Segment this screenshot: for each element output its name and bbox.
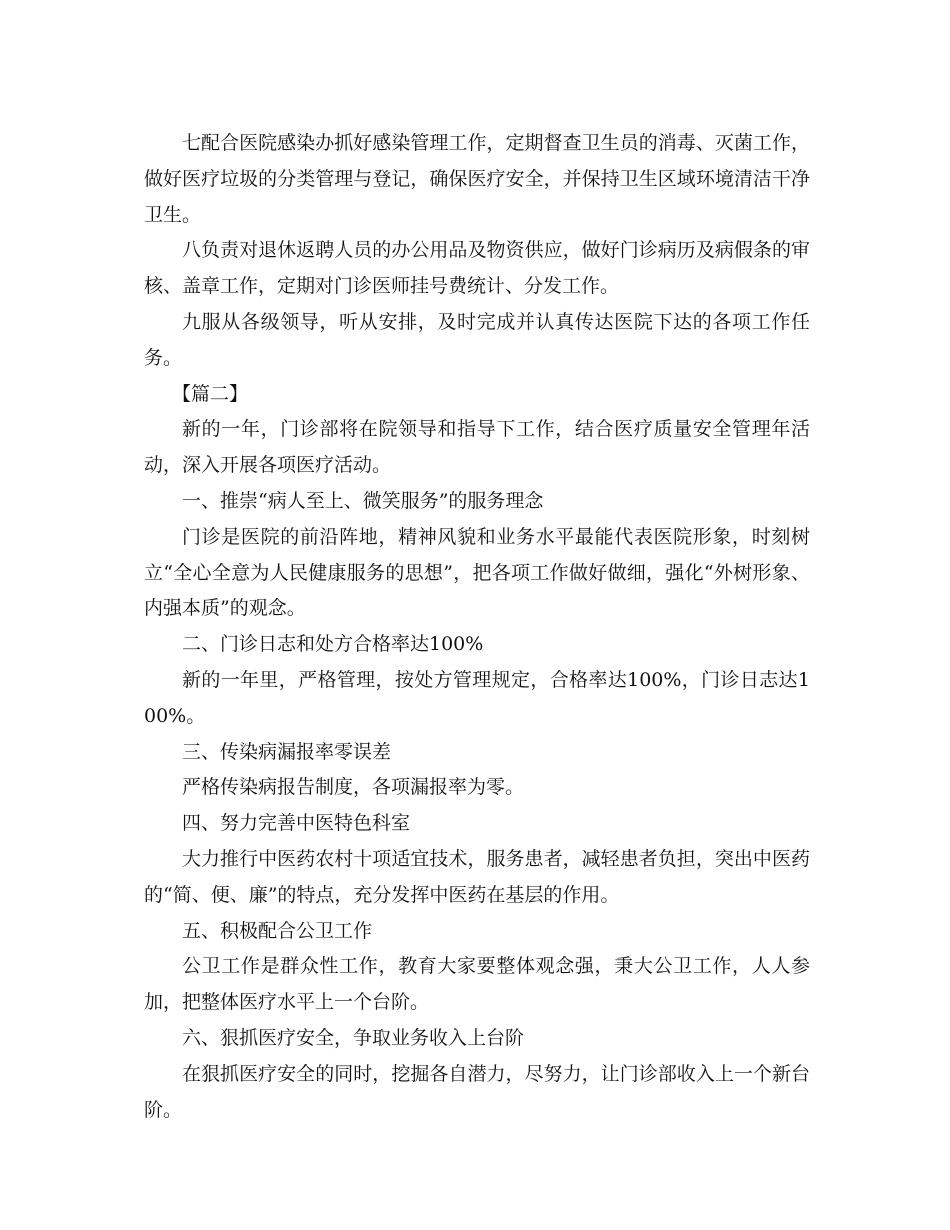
paragraph-infection-control: 七配合医院感染办抓好感染管理工作，定期督查卫生员的消毒、灭菌工作，做好医疗垃圾的分类管理与登记，确保医疗安全，并保持卫生区域环境清洁干净卫生。 bbox=[144, 132, 810, 226]
paragraph-infectious-disease: 严格传染病报告制度，各项漏报率为零。 bbox=[182, 776, 525, 799]
paragraph-tcm-department: 大力推行中医药农村十项适宜技术，服务患者，减轻患者负担，突出中医药的“简、便、廉”的特点，充分发挥中医药在基层的作用。 bbox=[144, 847, 810, 906]
paragraph-public-health: 公卫工作是群众性工作，教育大家要整体观念强，秉大公卫工作，人人参加，把整体医疗水平上一个台阶。 bbox=[144, 955, 810, 1014]
item-heading-public-health: 五、积极配合公卫工作 bbox=[182, 919, 373, 942]
item-heading-medical-safety: 六、狠抓医疗安全，争取业务收入上台阶 bbox=[182, 1026, 525, 1049]
paragraph-service-concept: 门诊是医院的前沿阵地，精神风貌和业务水平最能代表医院形象，时刻树立“全心全意为人民健康服务的思想”，把各项工作做好做细，强化“外树形象、内强本质”的观念。 bbox=[144, 525, 810, 620]
item-heading-infectious-disease: 三、传染病漏报率零误差 bbox=[182, 740, 392, 763]
paragraph-obey-leadership: 九服从各级领导，听从安排，及时完成并认真传达医院下达的各项工作任务。 bbox=[144, 310, 810, 369]
paragraph-prescription-rate: 新的一年里，严格管理，按处方管理规定，合格率达100%，门诊日志达100%。 bbox=[144, 668, 810, 727]
paragraph-medical-safety: 在狠抓医疗安全的同时，挖掘各自潜力，尽努力，让门诊部收入上一个新台阶。 bbox=[144, 1062, 810, 1121]
item-heading-tcm-department: 四、努力完善中医特色科室 bbox=[182, 812, 411, 835]
paragraph-office-supplies: 八负责对退休返聘人员的办公用品及物资供应，做好门诊病历及病假条的审核、盖章工作，定期对门诊医师挂号费统计、分发工作。 bbox=[144, 239, 810, 298]
item-heading-service-concept: 一、推崇“病人至上、微笑服务”的服务理念 bbox=[182, 489, 544, 512]
item-heading-prescription-rate: 二、门诊日志和处方合格率达100% bbox=[182, 633, 484, 656]
document-body bbox=[144, 126, 810, 1128]
section-heading: 【篇二】 bbox=[172, 382, 249, 405]
paragraph-new-year-intro: 新的一年，门诊部将在院领导和指导下工作，结合医疗质量安全管理年活动，深入开展各项医疗活动。 bbox=[144, 418, 810, 477]
